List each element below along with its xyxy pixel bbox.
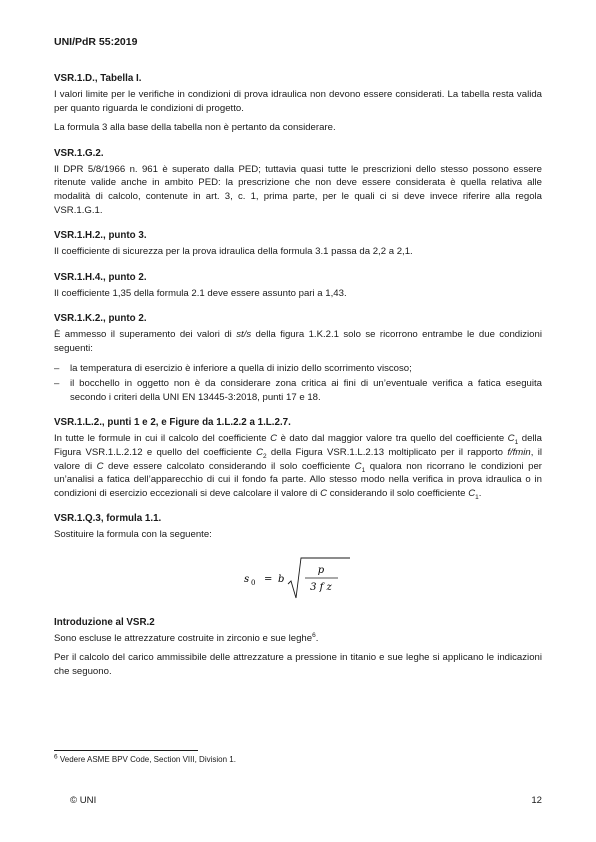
list-item: – il bocchello in oggetto non è da considerare zona critica ai fini di un’eventuale verifica a fatica eseguita secondo i criteri della UNI EN 13445-3:2018, punti 17 e 18.	[54, 377, 542, 404]
paragraph: Il coefficiente di sicurezza per la prova idraulica della formula 3.1 passa da 2,2 a 2,1.	[54, 246, 413, 258]
list-item: – la temperatura di esercizio è inferiore a quella di inizio dello scorrimento viscoso;	[54, 362, 542, 376]
paragraph: Il coefficiente 1,35 della formula 2.1 deve essere assunto pari a 1,43.	[54, 287, 347, 299]
page-content	[54, 72, 542, 691]
paragraph: I valori limite per le verifiche in condizioni di prova idraulica non devono essere considerati. La tabella resta valida per quanto riguarda le condizioni di progetto.	[54, 89, 542, 114]
section-title: VSR.1.H.2., punto 3.	[54, 230, 147, 242]
footnote: $^6$ Vedere ASME BPV Code, Section VIII, Division 1.	[54, 753, 236, 764]
formula	[54, 554, 542, 602]
paragraph: Sono escluse le attrezzature costruite in zirconio e sue leghe$^6$.	[54, 631, 319, 644]
document-header: UNI/PdR 55:2019	[54, 36, 138, 48]
section-title: VSR.1.H.4., punto 2.	[54, 271, 147, 283]
formula-numerator: p	[317, 564, 325, 576]
section-vsr-1-l-2	[54, 416, 542, 500]
formula-eq: =	[264, 573, 273, 585]
conditions-list	[54, 362, 542, 405]
formula-denominator: 3 f z	[310, 581, 332, 593]
section-vsr-1-h-2	[54, 229, 542, 259]
footnote-divider	[54, 750, 198, 751]
section-vsr-1-g-2	[54, 147, 542, 217]
paragraph: Sostituire la formula con la seguente:	[54, 529, 212, 541]
ratio-symbol: st/s	[236, 329, 252, 341]
page-number: 12	[531, 795, 542, 806]
paragraph: La formula 3 alla base della tabella non è pertanto da considerare.	[54, 122, 336, 134]
section-title: Introduzione al VSR.2	[54, 616, 155, 628]
paragraph: Per il calcolo del carico ammissibile delle attrezzature a pressione in titanio e sue leghe si applicano le indicazioni che seguono.	[54, 652, 542, 678]
footnote-ref[interactable]: 6	[312, 631, 316, 639]
section-title: VSR.1.K.2., punto 2.	[54, 313, 147, 325]
paragraph: In tutte le formule in cui il calcolo del coefficiente C è dato dal maggior valore tra quello del coefficiente $C_1$ della Figura VSR.1.L.2.12 e quello del coefficiente $C_2$ della Figura VSR.1.L.2.13 moltiplicato per il rapporto f/fmin, il valore di C deve essere calcolato considerando il solo coefficiente $C_1$ qualora non ricorrano le condizioni per un’analisi a fatica dell’apparecchio di cui il fondo fa parte. Allo stesso modo nella verifica in prova idraulica o in condizioni di esercizio eccezionali si deve calcolare il valore di C considerando il solo coefficiente $C_1$.	[54, 433, 543, 501]
footer-copyright: © UNI	[70, 795, 97, 806]
section-title: VSR.1.Q.3, formula 1.1.	[54, 513, 162, 525]
formula-svg	[242, 554, 354, 602]
formula-coef: b	[278, 573, 285, 585]
section-vsr-1-h-4	[54, 271, 542, 301]
section-title: VSR.1.G.2.	[54, 147, 104, 159]
formula-lhs: s	[244, 573, 250, 585]
paragraph: Il DPR 5/8/1966 n. 961 è superato dalla PED; tuttavia quasi tutte le prescrizioni dello stesso possono essere ritenute valide anche in ambito PED: la prescrizione che non deve essere considerata è quella relativa alle modalità di calcolo, contenute in art. 3, c. 1, prima parte, per le quali ci si deve invece riferire alla regola VSR.1.G.1.	[54, 163, 542, 216]
section-title: VSR.1.D., Tabella I.	[54, 73, 142, 84]
formula-lhs-sub: 0	[251, 578, 256, 587]
section-vsr-1-k-2	[54, 312, 542, 404]
paragraph: È ammesso il superamento dei valori di st/s della figura 1.K.2.1 solo se ricorrono entrambe le due condizioni seguenti:	[54, 329, 542, 354]
section-vsr-1-q-3	[54, 512, 542, 602]
section-title: VSR.1.L.2., punti 1 e 2, e Figure da 1.L.2.2 a 1.L.2.7.	[54, 417, 291, 429]
section-vsr-1-d	[54, 72, 542, 135]
section-intro-vsr-2	[54, 616, 542, 679]
